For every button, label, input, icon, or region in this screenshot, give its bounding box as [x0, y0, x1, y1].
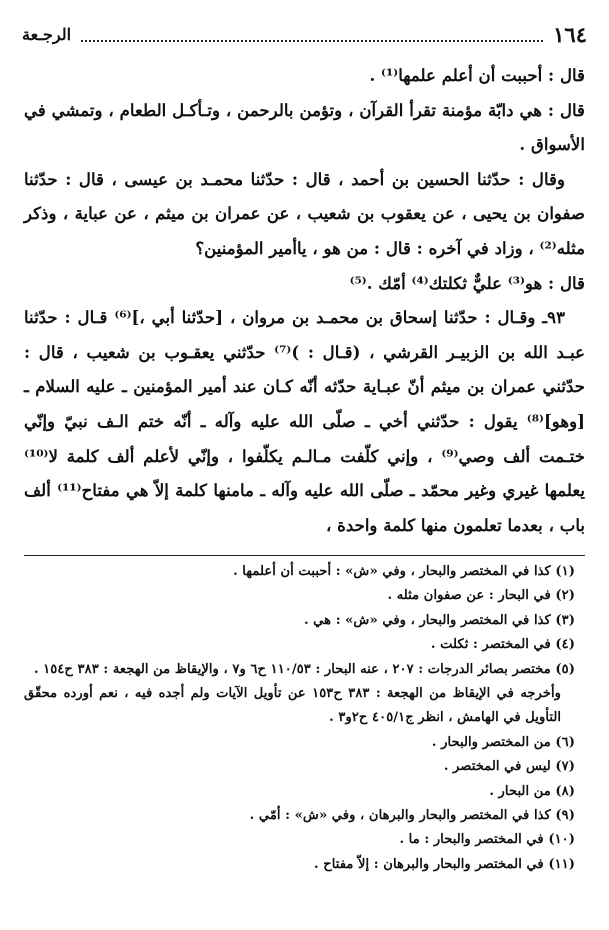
page-number: ١٦٤	[553, 21, 587, 47]
footnote: (٢) في البحار : عن صفوان مثله .	[387, 588, 575, 604]
footnote: (٧) ليس في المختصر .	[443, 759, 575, 775]
footnote: (٨) من البحار .	[489, 783, 575, 799]
paragraph: قال : هو⁽³⁾ عليٌّ ثكلتك⁽⁴⁾ أمّك .⁽⁵⁾	[349, 272, 585, 293]
footnotes	[24, 560, 585, 877]
footnote: (٦) من المختصر والبحار .	[431, 734, 575, 750]
page-header	[22, 20, 587, 48]
footnote-separator	[24, 555, 585, 556]
footnote: (٥) مختصر بصائر الدرجات : ٢٠٧ ، عنه البحار : ١١٠/٥٣ ح٦ و٧ ، والإيقاظ من الهجعة : ٣٨٣ ح١٥٤ .	[33, 661, 575, 677]
running-title: الرجـعة	[22, 24, 72, 44]
main-text	[24, 58, 585, 542]
paragraph: قال : هي دابّة مؤمنة تقرأ القرآن ، وتؤمن بالرحمن ، وتـأكـل الطعام ، وتمشي في الأسواق .	[24, 99, 585, 155]
footnote: (١٠) في المختصر والبحار : ما .	[399, 832, 575, 848]
header-dotted-rule	[81, 26, 543, 42]
footnote: (٣) كذا في المختصر والبحار ، وفي «ش» : هي .	[303, 612, 575, 628]
footnote: (٩) كذا في المختصر والبحار والبرهان ، وفي «ش» : أمّي .	[249, 808, 575, 824]
footnote: (١) كذا في المختصر والبحار ، وفي «ش» : أحببت أن أعلمها .	[233, 564, 575, 579]
paragraph: قال : أحببت أن أعلم علمها⁽¹⁾ .	[369, 65, 585, 85]
footnote: (٤) في المختصر : ثكلت .	[430, 637, 575, 653]
footnote-continuation: وأخرجه في الإيقاظ من الهجعة : ٣٨٣ ح١٥٣ عن تأويل الآيات ولم أجده فيه ، نعم أورده محقّق التأويل في الهامش ، انظر ج٤٠٥/١ ح٢و٣ .	[24, 686, 561, 726]
footnote: (١١) في المختصر والبحار والبرهان : إلاّ مفتاح .	[314, 856, 575, 872]
paragraph: وقال : حدّثنا الحسين بن أحمد ، قال : حدّثنا محمـد بن عيسى ، قال : حدّثنا صفوان بن يحيى ، عن يعقوب بن شعيب ، عن عمران بن ميثم ، عن عباية ، وذكر مثله⁽²⁾ ، وزاد في آخره : قال : من هو ، ياأمير المؤمنين؟	[24, 168, 585, 258]
paragraph: ٩٣ـ وقـال : حدّثنا إسحاق بن محمـد بن مروان ، [حدّثنا أبي ،]⁽⁶⁾ قـال : حدّثنا عبـد الله بن الزبيـر القرشي ، (قـال : )⁽⁷⁾ حدّثني يعقـوب بن شعيب ، قال : حدّثني عمران بن ميثم أنّ عبـاية حدّثه أنّه كـان عند أمير المؤمنين ـ عليه السلام ـ [وهو]⁽⁸⁾ يقول : حدّثني أخي ـ صلّى الله عليه وآله ـ أنّه ختم الـف نبيّ وإنّي ختـمت ألف وصي⁽⁹⁾ ، وإني كلّفت مـالـم يكلّفوا ، وإنّي لأعلم ألف كلمة لا⁽¹⁰⁾ يعلمها غيري وغير محمّد ـ صلّى الله عليه وآله ـ مامنها كلمة إلاّ هي مفتاح⁽¹¹⁾ ألف باب ، بعدما تعلمون منها كلمة واحدة ،	[24, 307, 585, 535]
